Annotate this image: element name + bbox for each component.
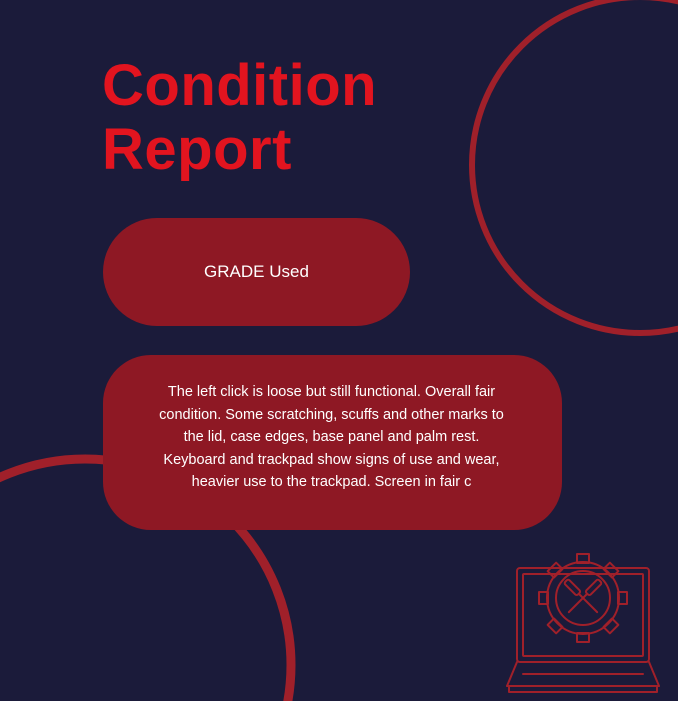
title-line-2: Report: [102, 117, 292, 182]
top-right-arc: [472, 0, 678, 333]
grade-label: GRADE: [204, 262, 265, 281]
condition-description: The left click is loose but still functional. Overall fair condition. Some scratching, scuffs and other marks to the lid, case edges, base panel and palm rest. Keyboard and trackpad show signs of use and wear, heavier use to the trackpad. Screen in fair c: [159, 384, 504, 491]
grade-value: Used: [269, 262, 309, 281]
grade-badge: [103, 218, 410, 326]
page-title: [102, 54, 377, 182]
condition-description-card: [103, 355, 562, 530]
title-line-1: Condition: [102, 53, 378, 118]
laptop-repair-icon: [503, 546, 663, 696]
